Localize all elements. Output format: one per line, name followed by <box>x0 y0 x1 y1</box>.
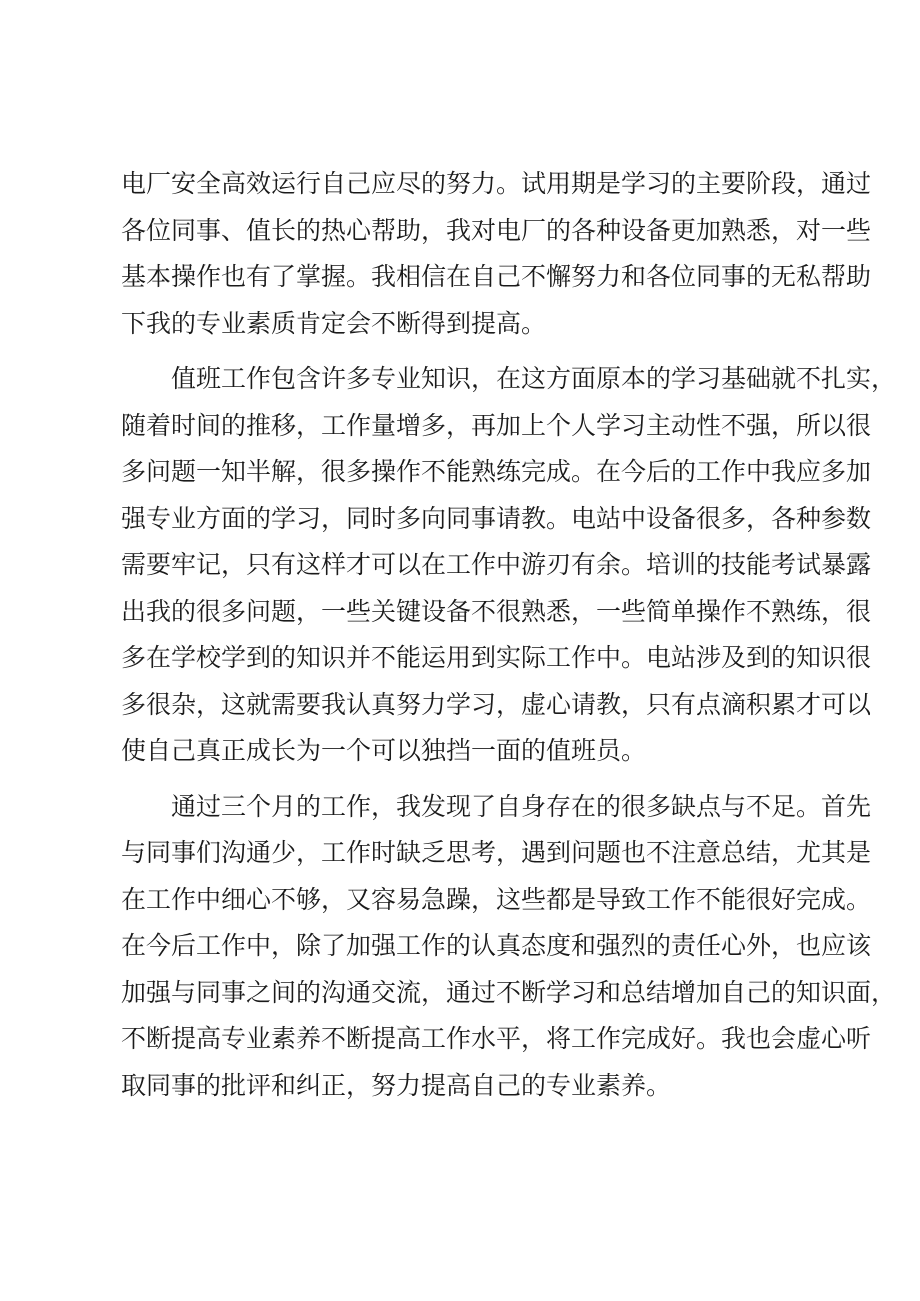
text-line: 多问题一知半解，很多操作不能熟练完成。在今后的工作中我应多加 <box>121 457 872 486</box>
text-line: 加强与同事之间的沟通交流，通过不断学习和总结增加自己的知识面， <box>121 977 897 1007</box>
text-line: 使自己真正成长为一个可以独挡一面的值班员。 <box>121 736 647 765</box>
paragraph-3 <box>121 784 897 1110</box>
text-line: 在今后工作中，除了加强工作的认真态度和强烈的责任心外，也应该 <box>121 931 872 960</box>
text-line: 不断提高专业素养不断提高工作水平，将工作完成好。我也会虚心听 <box>121 1024 872 1053</box>
paragraph-spacer <box>121 347 811 356</box>
text-line: 强专业方面的学习，同时多向同事请教。电站中设备很多，各种参数 <box>121 503 872 533</box>
document-body <box>121 161 897 1109</box>
text-line: 与同事们沟通少，工作时缺乏思考，遇到问题也不注意总结，尤其是 <box>121 838 872 867</box>
text-line: 下我的专业素质肯定会不断得到提高。 <box>121 308 547 338</box>
paragraph-spacer <box>121 775 811 784</box>
text-line: 多很杂，这就需要我认真努力学习，虚心请教，只有点滴积累才可以 <box>121 689 872 719</box>
text-line: 在工作中细心不够，又容易急躁，这些都是导致工作不能很好完成。 <box>121 884 872 914</box>
text-line: 多在学校学到的知识并不能运用到实际工作中。电站涉及到的知识很 <box>121 643 872 672</box>
paragraph-2 <box>121 356 897 775</box>
text-line: 随着时间的推移，工作量增多，再加上个人学习主动性不强，所以很 <box>121 410 872 440</box>
text-line: 电厂安全高效运行自己应尽的努力。试用期是学习的主要阶段，通过 <box>121 169 872 198</box>
text-line: 各位同事、值长的热心帮助，我对电厂的各种设备更加熟悉，对一些 <box>121 215 872 245</box>
paragraph-1 <box>121 161 872 347</box>
text-line: 需要牢记，只有这样才可以在工作中游刃有余。培训的技能考试暴露 <box>121 550 872 579</box>
text-line: 出我的很多问题，一些关键设备不很熟悉，一些简单操作不熟练，很 <box>121 596 872 626</box>
text-line: 值班工作包含许多专业知识，在这方面原本的学习基础就不扎实， <box>121 364 897 393</box>
text-line: 基本操作也有了掌握。我相信在自己不懈努力和各位同事的无私帮助 <box>121 262 872 291</box>
text-line: 取同事的批评和纠正，努力提高自己的专业素养。 <box>121 1070 672 1100</box>
text-line: 通过三个月的工作，我发现了自身存在的很多缺点与不足。首先 <box>121 791 872 821</box>
